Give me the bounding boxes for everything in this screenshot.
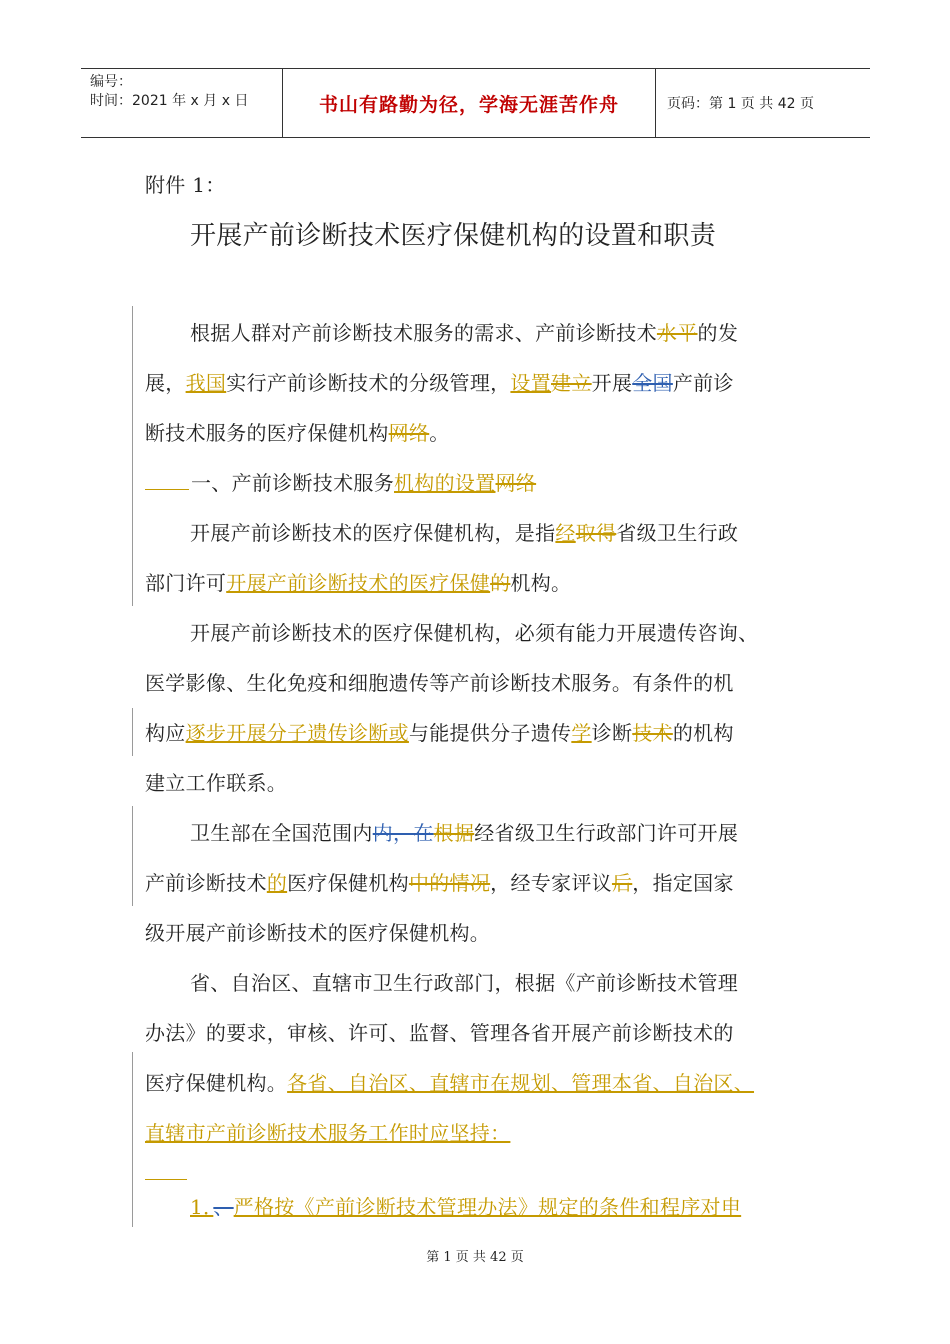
header-meta [81, 69, 283, 137]
text-run: 。 [429, 421, 450, 445]
paragraph-2-line-2 [145, 568, 571, 598]
revision-blank [145, 1161, 187, 1180]
inserted-text: 开展产前诊断技术的医疗保健 [226, 571, 491, 595]
item-number: 1． [190, 1195, 214, 1219]
text-run: 与能提供分子遗传 [408, 721, 572, 745]
paragraph-4-line-2 [145, 868, 734, 898]
text-run: 机构。 [510, 571, 572, 595]
paragraph-3-line-2: 医学影像、生化免疫和细胞遗传等产前诊断技术服务。有条件的机 [145, 671, 734, 695]
deleted-text: 的 [490, 571, 511, 595]
attachment-label: 附件 1： [145, 173, 226, 197]
text-run: 经省级卫生行政部门许可开展 [474, 821, 739, 845]
deleted-text: 全国 [632, 371, 673, 395]
deleted-text: 内，在 [372, 821, 434, 845]
revision-bar [132, 708, 133, 756]
deleted-text: 取得 [575, 521, 617, 545]
header-motto: 书山有路勤为径，学海无涯苦作舟 [318, 93, 619, 116]
blank-inserted-line [145, 1158, 189, 1188]
revision-blank [145, 471, 189, 490]
paragraph-1-line-1 [190, 318, 738, 348]
text-run: 实行产前诊断技术的分级管理， [226, 371, 511, 395]
text-run: 产前诊断技术 [145, 871, 267, 895]
deleted-text: 建立 [551, 371, 592, 395]
paragraph-1-line-2 [145, 368, 734, 398]
header-page-number: 页码：第 1 页 共 42 页 [667, 96, 814, 112]
inserted-text: 机构的设置 [394, 471, 496, 495]
text-run: 一、产前诊断技术服务 [191, 471, 394, 495]
deleted-text: 水平 [656, 321, 698, 345]
inserted-text: 我国 [185, 371, 227, 395]
page-header [81, 68, 870, 138]
header-page-cell [656, 69, 870, 137]
paragraph-1-line-3 [145, 418, 450, 448]
deleted-text: 网络 [388, 421, 430, 445]
section-heading-1 [145, 468, 536, 498]
inserted-text: 各省、自治区、直辖市在规划、管理本省、自治区、 [287, 1071, 755, 1095]
revision-bar [132, 306, 133, 606]
revision-bar [132, 1052, 133, 1227]
inserted-text: 的 [266, 871, 288, 895]
text-run: 医疗保健机构 [287, 871, 409, 895]
paragraph-5-line-2: 办法》的要求，审核、许可、监督、管理各省开展产前诊断技术的 [145, 1021, 734, 1045]
inserted-text: 设置 [510, 371, 552, 395]
text-run: 产前诊 [672, 371, 734, 395]
inserted-text: 直辖市产前诊断技术服务工作时应坚持： [145, 1121, 511, 1145]
page-footer: 第 1 页 共 42 页 [426, 1250, 524, 1265]
inserted-text: 逐步开展分子遗传诊断或 [185, 721, 409, 745]
paragraph-4-line-3: 级开展产前诊断技术的医疗保健机构。 [145, 921, 491, 945]
inserted-text: 经 [555, 521, 576, 545]
paragraph-3-line-1: 开展产前诊断技术的医疗保健机构，必须有能力开展遗传咨询、 [190, 621, 759, 645]
text-run: 展， [145, 371, 186, 395]
doc-number-label: 编号： [90, 74, 132, 90]
doc-time-label: 时间：2021 年 x 月 x 日 [90, 93, 249, 109]
text-run: 的机构 [672, 721, 734, 745]
paragraph-3-line-3 [145, 718, 734, 748]
text-run: 省级卫生行政 [616, 521, 739, 545]
text-run: 开展产前诊断技术的医疗保健机构，是指 [190, 521, 556, 545]
text-run: 诊断 [591, 721, 633, 745]
paragraph-4-line-1 [190, 818, 738, 848]
revision-bar [132, 806, 133, 906]
paragraph-3-line-4: 建立工作联系。 [145, 771, 288, 795]
text-run: 断技术服务的医疗保健机构 [145, 421, 389, 445]
text-run: ，经专家评议 [490, 871, 612, 895]
deleted-text: 网络 [495, 471, 537, 495]
inserted-text: 学 [571, 721, 592, 745]
paragraph-5-line-3 [145, 1068, 754, 1098]
inserted-text: 严格按《产前诊断技术管理办法》规定的条件和程序对申 [233, 1195, 742, 1219]
text-run: 医疗保健机构。 [145, 1071, 288, 1095]
text-run: 部门许可 [145, 571, 227, 595]
deleted-text: 中的情况 [408, 871, 491, 895]
text-run: 开展 [591, 371, 633, 395]
paragraph-5-line-1: 省、自治区、直辖市卫生行政部门，根据《产前诊断技术管理 [190, 971, 739, 995]
deleted-text: 技术 [632, 721, 673, 745]
deleted-text: 根据 [433, 821, 475, 845]
text-run: ，指定国家 [632, 871, 734, 895]
text-run: 的发 [697, 321, 739, 345]
text-run: 卫生部在全国范围内 [190, 821, 373, 845]
deleted-text: 后 [611, 871, 633, 895]
deleted-text: 、 [213, 1195, 234, 1219]
text-run: 构应 [145, 721, 186, 745]
list-item-1 [190, 1192, 741, 1222]
header-motto-cell [283, 69, 656, 137]
text-run: 根据人群对产前诊断技术服务的需求、产前诊断技术 [190, 321, 657, 345]
document-title: 开展产前诊断技术医疗保健机构的设置和职责 [190, 221, 717, 251]
paragraph-5-line-4 [145, 1118, 510, 1148]
paragraph-2-line-1 [190, 518, 738, 548]
